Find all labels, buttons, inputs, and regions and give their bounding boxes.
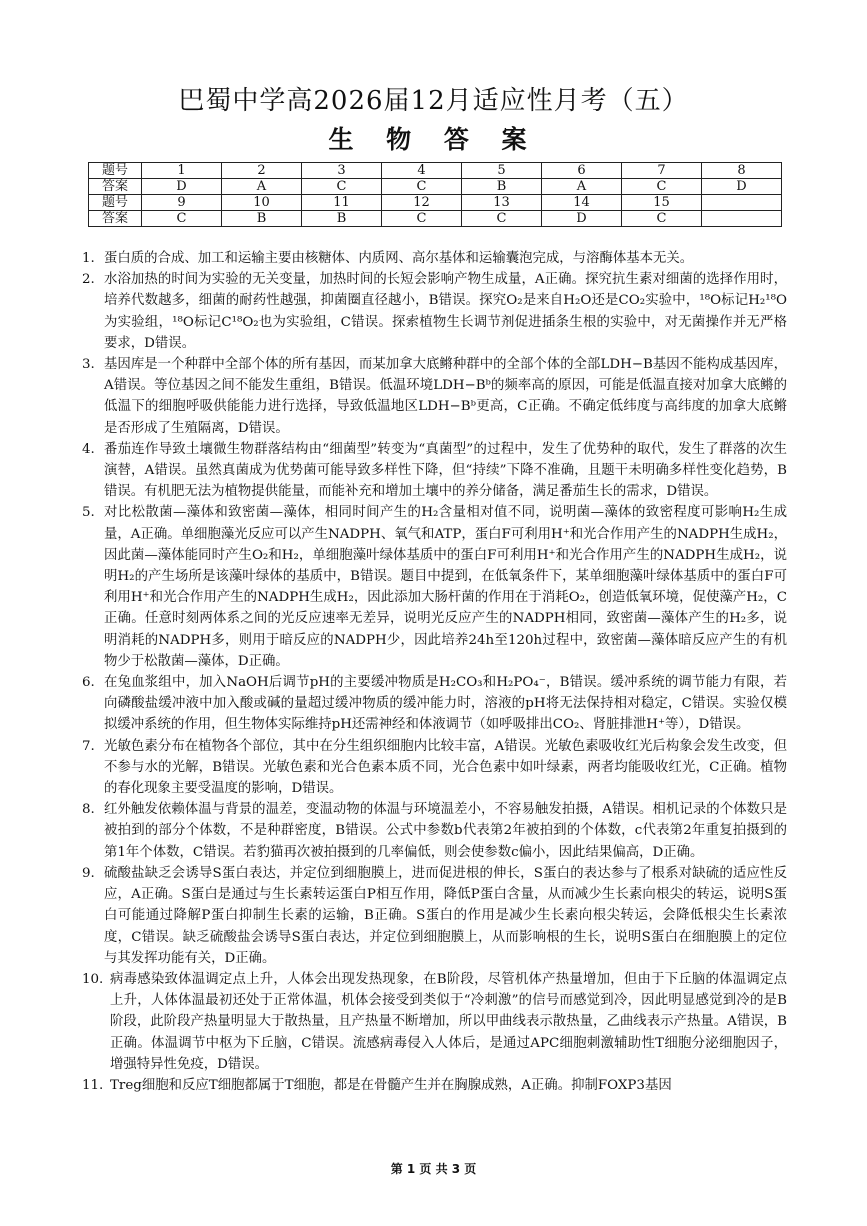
answer-cell: C (302, 179, 382, 195)
row-label: 答案 (89, 179, 142, 195)
explanation-item (82, 248, 787, 269)
explanation-item (82, 1075, 787, 1096)
answer-cell: C (142, 211, 222, 227)
question-number: 10 (222, 195, 302, 211)
page-footer: 第 1 页 共 3 页 (390, 1162, 477, 1176)
item-number: 7. (82, 738, 95, 754)
item-number: 6. (82, 675, 95, 691)
item-text: 光敏色素分布在植物各个部位，其中在分生组织细胞内比较丰富，A错误。光敏色素吸收红光后构象会发生改变，但不参与水的光解，B错误。光敏色素和光合色素本质不同，光合色素中如叶绿素，两者均能吸收红光，C正确。植物的春化现象主要受温度的影响，D错误。 (104, 738, 787, 797)
explanation-item (82, 969, 787, 1075)
question-number: 11 (302, 195, 382, 211)
item-number: 10. (82, 971, 104, 987)
item-text: 基因库是一个种群中全部个体的所有基因，而某加拿大底鳉种群中的全部个体的全部LDH−B基因不能构成基因库，A错误。等位基因之间不能发生重组，B错误。低温环境LDH−Bᵇ的频率高的原因，可能是低温直接对加拿大底鳉的低温下的细胞呼吸供能能力进行选择，导致低温地区LDH−Bᵇ更高，C正确。不确定低纬度与高纬度的加拿大底鳉是否形成了生殖隔离，D错误。 (104, 357, 787, 436)
question-number: 13 (462, 195, 542, 211)
explanation-item (82, 672, 787, 736)
item-text: 病毒感染致体温调定点上升，人体会出现发热现象，在B阶段，尽管机体产热量增加，但由于下丘脑的体温调定点上升，人体体温最初还处于正常体温，机体会接受到类似于“冷刺激”的信号而感觉到冷，因此明显感觉到冷的是B阶段，此阶段产热量明显大于散热量，且产热量不断增加，所以甲曲线表示散热量，乙曲线表示产热量。A错误，B正确。体温调节中枢为下丘脑，C错误。流感病毒侵入人体后，是通过APC细胞刺激辅助性T细胞分泌细胞因子，增强特异性免疫，D错误。 (110, 971, 787, 1072)
answer-cell: D (142, 179, 222, 195)
answer-cell: B (302, 211, 382, 227)
question-number: 3 (302, 163, 382, 179)
question-number: 12 (382, 195, 462, 211)
row-label: 题号 (89, 195, 142, 211)
question-number: 6 (542, 163, 622, 179)
table-row (89, 195, 782, 211)
table-row (89, 163, 782, 179)
question-number: 7 (622, 163, 702, 179)
item-number: 11. (82, 1077, 104, 1093)
table-row (89, 211, 782, 227)
exam-subtitle: 生 物 答 案 (328, 125, 539, 154)
item-text: 水浴加热的时间为实验的无关变量，加热时间的长短会影响产物生成量，A正确。探究抗生素对细菌的选择作用时，培养代数越多，细菌的耐药性越强，抑菌圈直径越小，B错误。探究O₂是来自H₂O还是CO₂实验中，¹⁸O标记H₂¹⁸O为实验组，¹⁸O标记C¹⁸O₂也为实验组，C错误。探索植物生长调节剂促进插条生根的实验中，对无菌操作并无严格要求，D错误。 (104, 272, 787, 351)
question-number: 2 (222, 163, 302, 179)
item-number: 3. (82, 357, 95, 373)
answer-cell (702, 211, 782, 227)
explanation-item (82, 439, 787, 503)
table-row (89, 179, 782, 195)
explanation-item (82, 863, 787, 969)
item-text: 番茄连作导致土壤微生物群落结构由“细菌型”转变为“真菌型”的过程中，发生了优势种的取代，发生了群落的次生演替，A错误。虽然真菌成为优势菌可能导致多样性下降，但“持续”下降不准确，且题干未明确多样性变化趋势，B错误。有机肥无法为植物提供能量，而能补充和增加土壤中的养分储备，满足番茄生长的需求，D错误。 (104, 441, 787, 500)
explanation-item (82, 354, 787, 439)
item-number: 9. (82, 865, 95, 881)
exam-title: 巴蜀中学高2026届12月适应性月考（五） (178, 86, 689, 116)
explanation-item (82, 269, 787, 354)
item-text: 在兔血浆组中，加入NaOH后调节pH的主要缓冲物质是H₂CO₃和H₂PO₄⁻，B错误。缓冲系统的调节能力有限，若向磷酸盐缓冲液中加入酸或碱的量超过缓冲物质的缓冲能力时，溶液的pH将无法保持相对稳定，C错误。实验仅模拟缓冲系统的作用，但生物体实际维持pH还需神经和体液调节（如呼吸排出CO₂、肾脏排泄H⁺等），D错误。 (104, 675, 787, 733)
answer-cell: A (542, 179, 622, 195)
row-label: 答案 (89, 211, 142, 227)
item-number: 8. (82, 802, 95, 818)
row-label: 题号 (89, 163, 142, 179)
answer-cell: B (462, 179, 542, 195)
item-text: 硫酸盐缺乏会诱导S蛋白表达，并定位到细胞膜上，进而促进根的伸长，S蛋白的表达参与了根系对缺硫的适应性反应，A正确。S蛋白是通过与生长素转运蛋白P相互作用，降低P蛋白含量，从而减少生长素向根尖的转运，说明S蛋白可能通过降解P蛋白抑制生长素的运输，B正确。S蛋白的作用是减少生长素向根尖转运，会降低根尖生长素浓度，C错误。缺乏硫酸盐会诱导S蛋白表达，并定位到细胞膜上，从而影响根的生长，说明S蛋白在细胞膜上的定位与其发挥功能有关，D正确。 (104, 865, 787, 966)
question-number (702, 195, 782, 211)
item-number: 2. (82, 272, 95, 288)
item-text: 对比松散菌—藻体和致密菌—藻体，相同时间产生的H₂含量相对值不同，说明菌—藻体的致密程度可影响H₂生成量，A正确。单细胞藻光反应可以产生NADPH、氧气和ATP，蛋白F可利用H⁺和光合作用产生的NADPH生成H₂，因此菌—藻体能同时产生O₂和H₂，单细胞藻叶绿体基质中的蛋白F可利用H⁺和光合作用产生的NADPH生成H₂，说明H₂的产生场所是该藻叶绿体的基质中，B错误。题目中提到，在低氧条件下，某单细胞藻叶绿体基质中的蛋白F可利用H⁺和光合作用产生的NADPH生成H₂，因此添加大肠杆菌的作用在于消耗O₂，创造低氧环境，促使藻产H₂，C正确。任意时刻两体系之间的光反应速率无差异，说明光反应产生的NADPH相同，致密菌—藻体产生的H₂多，说明消耗的NADPH多，则用于暗反应的NADPH少，因此培养24h至120h过程中，致密菌—藻体暗反应产生的有机物少于松散菌—藻体，D正确。 (104, 505, 787, 669)
item-text: 蛋白质的合成、加工和运输主要由核糖体、内质网、高尔基体和运输囊泡完成，与溶酶体基本无关。 (104, 251, 694, 266)
answer-cell: B (222, 211, 302, 227)
answer-cell: C (382, 211, 462, 227)
answer-table (88, 162, 782, 227)
answer-cell: C (462, 211, 542, 227)
answer-cell: C (622, 179, 702, 195)
answer-cell: D (542, 211, 622, 227)
answer-cell: C (382, 179, 462, 195)
explanation-item (82, 736, 787, 800)
question-number: 4 (382, 163, 462, 179)
question-number: 15 (622, 195, 702, 211)
item-number: 4. (82, 441, 95, 457)
answer-cell: C (622, 211, 702, 227)
item-number: 5. (82, 505, 95, 521)
answer-cell: D (702, 179, 782, 195)
explanation-list (82, 248, 787, 1096)
explanation-item (82, 799, 787, 863)
question-number: 5 (462, 163, 542, 179)
item-number: 1. (82, 251, 95, 266)
item-text: Treg细胞和反应T细胞都属于T细胞，都是在骨髓产生并在胸腺成熟，A正确。抑制FOXP3基因 (110, 1077, 672, 1093)
answer-cell: A (222, 179, 302, 195)
question-number: 9 (142, 195, 222, 211)
explanation-item (82, 502, 787, 672)
item-text: 红外触发依赖体温与背景的温差，变温动物的体温与环境温差小，不容易触发拍摄，A错误。相机记录的个体数只是被拍到的部分个体数，不是种群密度，B错误。公式中参数b代表第2年被拍到的个体数，c代表第2年重复拍摄到的第1年个体数，C错误。若豹猫再次被拍摄到的几率偏低，则会使参数c偏小，因此结果偏高，D正确。 (104, 802, 787, 860)
question-number: 8 (702, 163, 782, 179)
question-number: 14 (542, 195, 622, 211)
question-number: 1 (142, 163, 222, 179)
